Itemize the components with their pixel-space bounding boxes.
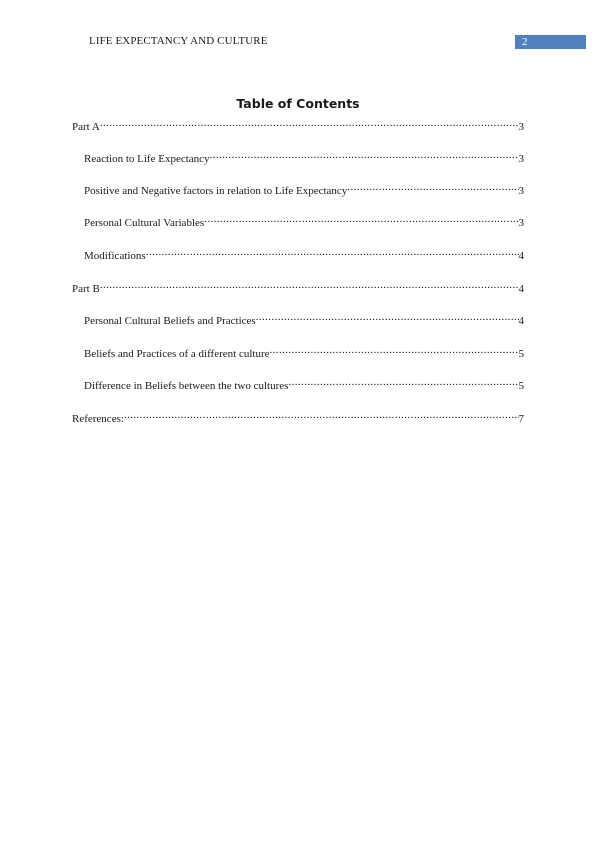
toc-leader-dots xyxy=(124,408,519,422)
toc-entry-part-b[interactable] xyxy=(72,278,524,295)
toc-entry-page: 3 xyxy=(518,153,524,165)
toc-entry-page: 4 xyxy=(518,250,524,262)
toc-leader-dots xyxy=(347,180,518,194)
toc-leader-dots xyxy=(204,212,518,226)
toc-leader-dots xyxy=(146,245,519,259)
toc-leader-dots xyxy=(256,310,519,324)
toc-entry-cultural-variables[interactable] xyxy=(84,212,524,229)
toc-leader-dots xyxy=(270,343,519,357)
toc-entry-modifications[interactable] xyxy=(84,245,524,262)
toc-entry-page: 5 xyxy=(518,348,524,360)
toc-entry-different-culture[interactable] xyxy=(84,343,524,360)
toc-entry-text: Reaction to Life Expectancy xyxy=(84,153,210,165)
toc-leader-dots xyxy=(210,148,519,162)
toc-entry-page: 3 xyxy=(518,185,524,197)
toc-heading: Table of Contents xyxy=(236,96,360,111)
running-header: LIFE EXPECTANCY AND CULTURE xyxy=(89,35,268,47)
toc-leader-dots xyxy=(100,278,519,292)
toc-entry-page: 3 xyxy=(518,121,524,133)
toc-entry-page: 4 xyxy=(518,283,524,295)
toc-entry-page: 7 xyxy=(518,413,524,425)
toc-entry-factors[interactable] xyxy=(84,180,524,197)
toc-entry-page: 4 xyxy=(518,315,524,327)
toc-entry-part-a[interactable] xyxy=(72,116,524,133)
toc-entry-text: References: xyxy=(72,413,124,425)
toc-entry-personal-beliefs[interactable] xyxy=(84,310,524,327)
toc-entry-page: 3 xyxy=(518,217,524,229)
toc-entry-references[interactable] xyxy=(72,408,524,425)
toc-entry-reaction[interactable] xyxy=(84,148,524,165)
toc-entry-text: Personal Cultural Beliefs and Practices xyxy=(84,315,256,327)
toc-entry-text: Part A xyxy=(72,121,100,133)
toc-entry-difference-beliefs[interactable] xyxy=(84,375,524,392)
toc-leader-dots xyxy=(288,375,518,389)
toc-entry-text: Modifications xyxy=(84,250,146,262)
toc-entry-text: Part B xyxy=(72,283,100,295)
toc-leader-dots xyxy=(100,116,519,130)
toc-entry-text: Personal Cultural Variables xyxy=(84,217,205,229)
toc-entry-text: Difference in Beliefs between the two cultures xyxy=(84,380,289,392)
toc-entry-text: Beliefs and Practices of a different culture xyxy=(84,348,270,360)
page-number-badge: 2 xyxy=(515,35,586,49)
toc-entry-text: Positive and Negative factors in relation to Life Expectancy xyxy=(84,185,348,197)
toc-entry-page: 5 xyxy=(518,380,524,392)
